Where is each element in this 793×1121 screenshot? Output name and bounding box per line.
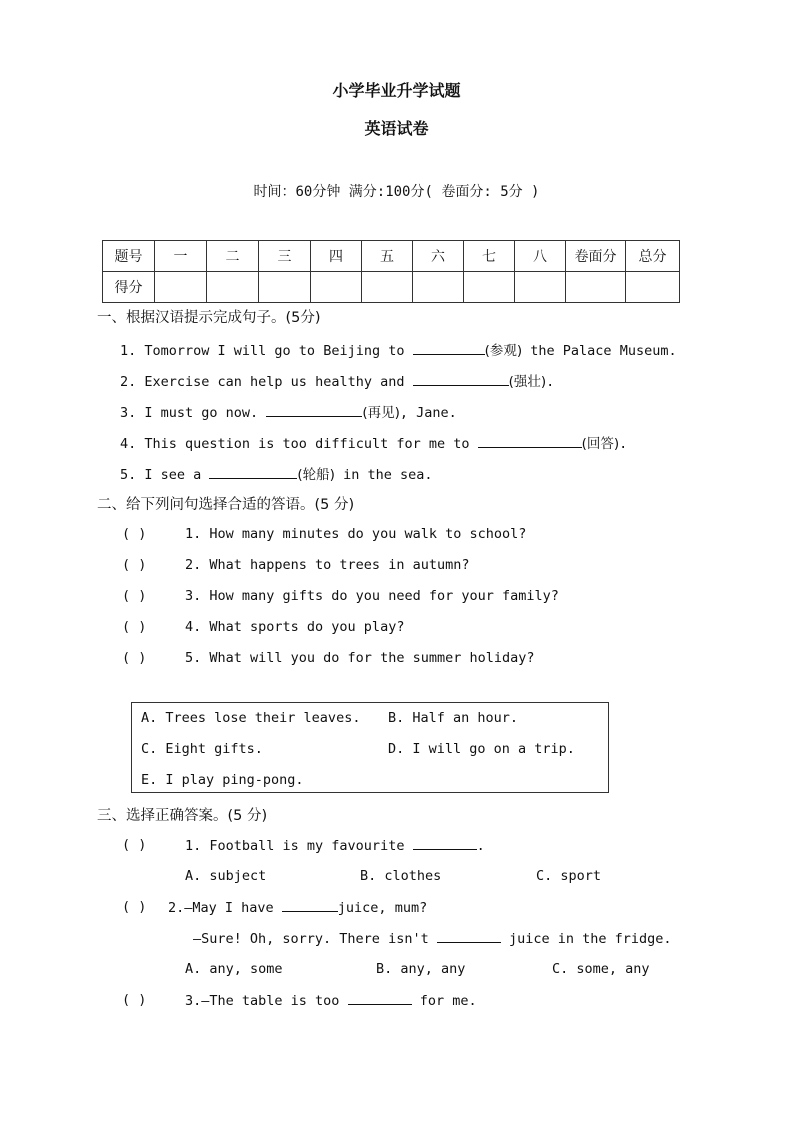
table-cell: 八 bbox=[515, 241, 566, 272]
table-cell: 题号 bbox=[103, 241, 155, 272]
hint-text: (再见) bbox=[362, 405, 400, 421]
section-3-heading: 三、选择正确答案。(5 分) bbox=[97, 808, 268, 824]
score-cell[interactable] bbox=[259, 272, 311, 303]
option-a: A. Trees lose their leaves. bbox=[141, 710, 361, 726]
option-c: C. Eight gifts. bbox=[141, 741, 263, 757]
score-cell[interactable] bbox=[464, 272, 515, 303]
answer-blank[interactable] bbox=[413, 837, 477, 850]
answer-parentheses[interactable]: ( ) bbox=[122, 526, 147, 542]
question-text: . bbox=[476, 838, 485, 854]
question-text: juice in the fridge. bbox=[500, 931, 672, 947]
choice-c: C. sport bbox=[536, 868, 602, 884]
question-item bbox=[120, 463, 433, 483]
choice-a: A. any, some bbox=[185, 961, 283, 977]
score-table-score-row bbox=[103, 272, 680, 303]
question-text: 2. Exercise can help us healthy and bbox=[120, 374, 413, 390]
answer-parentheses[interactable]: ( ) bbox=[122, 650, 147, 666]
question-text: 5. I see a bbox=[120, 467, 210, 483]
option-e: E. I play ping-pong. bbox=[141, 772, 304, 788]
section-1-heading: 一、根据汉语提示完成句子。(5分) bbox=[97, 310, 321, 326]
answer-blank[interactable] bbox=[209, 466, 297, 479]
question-item bbox=[120, 339, 677, 359]
question-item bbox=[193, 930, 672, 947]
score-table bbox=[102, 240, 680, 303]
question-text: 5. What will you do for the summer holiday? bbox=[185, 650, 535, 666]
answer-parentheses[interactable]: ( ) bbox=[122, 992, 147, 1008]
score-table-header-row bbox=[103, 241, 680, 272]
question-text: 2.—May I have bbox=[168, 900, 282, 916]
question-text: 3. I must go now. bbox=[120, 405, 267, 421]
choice-c: C. some, any bbox=[552, 961, 650, 977]
question-text: juice, mum? bbox=[337, 900, 428, 916]
question-item bbox=[168, 899, 427, 916]
question-item bbox=[185, 837, 485, 854]
question-text: in the sea. bbox=[334, 467, 433, 483]
question-item bbox=[120, 432, 627, 452]
score-cell[interactable] bbox=[207, 272, 259, 303]
answer-blank[interactable] bbox=[413, 373, 509, 386]
answer-blank[interactable] bbox=[266, 404, 362, 417]
answer-parentheses[interactable]: ( ) bbox=[122, 837, 147, 853]
answer-blank[interactable] bbox=[282, 899, 338, 912]
question-text: 1. Football is my favourite bbox=[185, 838, 413, 854]
table-cell: 一 bbox=[155, 241, 207, 272]
score-cell[interactable] bbox=[413, 272, 464, 303]
score-cell[interactable] bbox=[362, 272, 413, 303]
question-text: 3. How many gifts do you need for your family? bbox=[185, 588, 559, 604]
question-item bbox=[120, 370, 554, 390]
answer-blank[interactable] bbox=[478, 435, 582, 448]
choice-a: A. subject bbox=[185, 868, 267, 884]
answer-parentheses[interactable]: ( ) bbox=[122, 557, 147, 573]
question-text: . bbox=[546, 374, 555, 390]
choice-b: B. clothes bbox=[360, 868, 442, 884]
page-title: 小学毕业升学试题 bbox=[332, 81, 461, 100]
table-cell: 二 bbox=[207, 241, 259, 272]
answer-parentheses[interactable]: ( ) bbox=[122, 899, 147, 915]
score-cell[interactable] bbox=[155, 272, 207, 303]
table-cell: 四 bbox=[311, 241, 362, 272]
hint-text: (强壮) bbox=[508, 374, 547, 390]
table-cell: 七 bbox=[464, 241, 515, 272]
table-cell: 六 bbox=[413, 241, 464, 272]
question-text: 4. This question is too difficult for me to bbox=[120, 436, 478, 452]
option-b: B. Half an hour. bbox=[388, 710, 519, 726]
table-cell: 五 bbox=[362, 241, 413, 272]
question-item bbox=[185, 992, 477, 1009]
question-text: , Jane. bbox=[399, 405, 457, 421]
question-text: 3.—The table is too bbox=[185, 993, 348, 1009]
score-cell[interactable] bbox=[311, 272, 362, 303]
section-2-heading: 二、给下列问句选择合适的答语。(5 分) bbox=[97, 497, 355, 513]
question-text: 1. How many minutes do you walk to school? bbox=[185, 526, 527, 542]
page-subtitle: 英语试卷 bbox=[364, 119, 429, 138]
question-text: . bbox=[619, 436, 628, 452]
table-cell: 总分 bbox=[626, 241, 680, 272]
exam-time-info: 时间：60分钟 满分:100分( 卷面分: 5分 ) bbox=[253, 184, 540, 200]
hint-text: (回答) bbox=[581, 436, 620, 452]
table-cell: 得分 bbox=[103, 272, 155, 303]
hint-text: (轮船) bbox=[297, 467, 335, 483]
question-text: for me. bbox=[411, 993, 477, 1009]
score-cell[interactable] bbox=[515, 272, 566, 303]
question-text: —Sure! Oh, sorry. There isn't bbox=[193, 931, 437, 947]
answer-parentheses[interactable]: ( ) bbox=[122, 588, 147, 604]
answer-blank[interactable] bbox=[348, 992, 412, 1005]
question-item bbox=[120, 401, 457, 421]
choice-b: B. any, any bbox=[376, 961, 466, 977]
table-cell: 三 bbox=[259, 241, 311, 272]
score-cell[interactable] bbox=[626, 272, 680, 303]
answer-blank[interactable] bbox=[437, 930, 501, 943]
option-d: D. I will go on a trip. bbox=[388, 741, 575, 757]
question-text: the Palace Museum. bbox=[522, 343, 677, 359]
answer-parentheses[interactable]: ( ) bbox=[122, 619, 147, 635]
table-cell: 卷面分 bbox=[566, 241, 626, 272]
question-text: 1. Tomorrow I will go to Beijing to bbox=[120, 343, 413, 359]
question-text: 4. What sports do you play? bbox=[185, 619, 405, 635]
score-cell[interactable] bbox=[566, 272, 626, 303]
question-text: 2. What happens to trees in autumn? bbox=[185, 557, 470, 573]
answer-blank[interactable] bbox=[413, 342, 485, 355]
hint-text: (参观) bbox=[484, 343, 523, 359]
